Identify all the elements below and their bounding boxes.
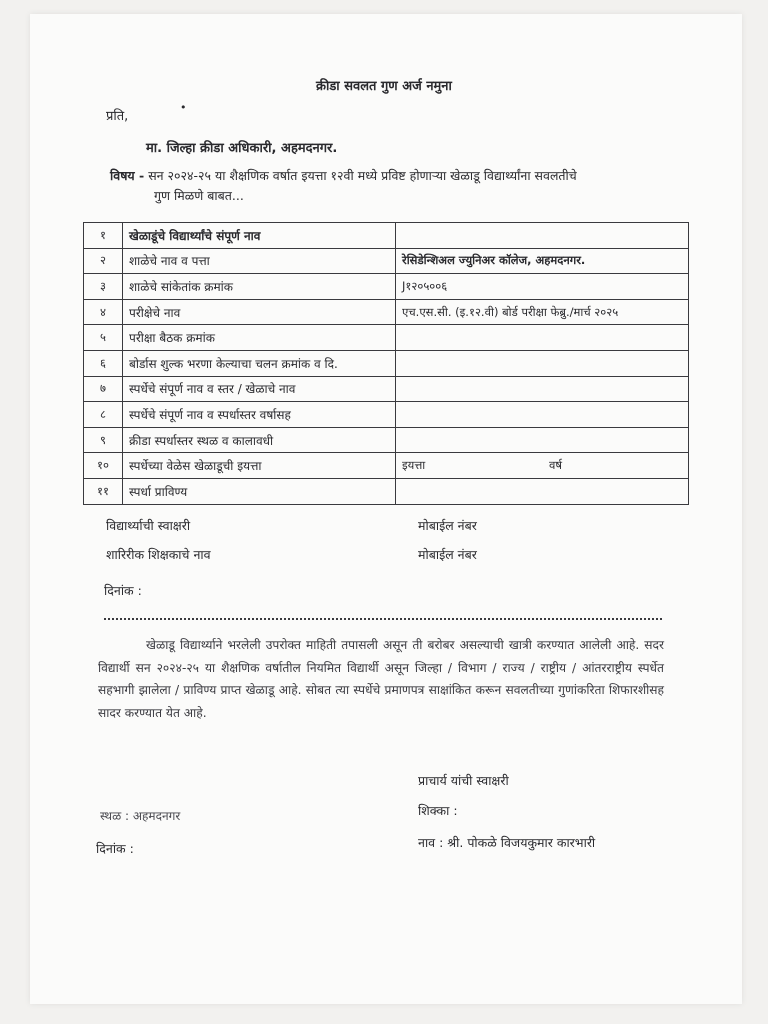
place-label: स्थळ : अहमदनगर — [100, 809, 181, 823]
table-row — [84, 402, 689, 428]
row-number: ३ — [84, 274, 123, 300]
row-value: रेसिडेन्शिअल ज्युनिअर कॉलेज, अहमदनगर. — [396, 248, 689, 274]
row-value — [396, 402, 689, 428]
table-row — [84, 350, 689, 376]
table-row — [84, 274, 689, 300]
row-label: परीक्षा बैठक क्रमांक — [123, 325, 396, 351]
row-value — [396, 325, 689, 351]
certification-paragraph: खेळाडू विद्यार्थ्याने भरलेली उपरोक्त माहिती तपासली असून ती बरोबर असल्याची खात्री करण्यात आलेली आहे. सदर विद्यार्थी सन २०२४-२५ या शैक्षणिक वर्षातील नियमित विद्यार्थी असून जिल्हा / विभाग / राज्य / राष्ट्रीय / आंतरराष्ट्रीय स्पर्धेत सहभागी झालेला / प्राविण्य प्राप्त खेळाडू आहे. सोबत त्या स्पर्धेचे प्रमाणपत्र साक्षांकित करून सवलतीच्या गुणांकरिता शिफारशीसह सादर करण्यात येत आहे. — [98, 638, 664, 720]
form-title: क्रीडा सवलत गुण अर्ज नमुना — [316, 79, 452, 94]
row-label: परीक्षेचे नाव — [123, 299, 396, 325]
row-number: ६ — [84, 350, 123, 376]
row-number: १० — [84, 453, 123, 479]
row-number: ५ — [84, 325, 123, 351]
row-value: एच.एस.सी. (इ.१२.वी) बोर्ड परीक्षा फेब्रु./मार्च २०२५ — [396, 299, 689, 325]
principal-signature-label: प्राचार्य यांची स्वाक्षरी — [418, 773, 509, 788]
row-value — [396, 427, 689, 453]
row-value — [396, 223, 689, 249]
row-number: १ — [84, 223, 123, 249]
row-number: ४ — [84, 299, 123, 325]
subject-line-2: गुण मिळणे बाबत... — [154, 188, 244, 203]
principal-name: नाव : श्री. पोकळे विजयकुमार कारभारी — [418, 835, 596, 850]
table-row — [84, 325, 689, 351]
addressee: मा. जिल्हा क्रीडा अधिकारी, अहमदनगर. — [146, 141, 338, 156]
row-value: J१२०५००६ — [396, 274, 689, 300]
table-row — [84, 427, 689, 453]
row-label: स्पर्धेच्या वेळेस खेळाडूची इयत्ता — [123, 453, 396, 479]
row-label: स्पर्धेचे संपूर्ण नाव व स्तर / खेळाचे नाव — [123, 376, 396, 402]
row-label: स्पर्धेचे संपूर्ण नाव व स्पर्धास्तर वर्षासह — [123, 402, 396, 428]
stamp-label: शिक्का : — [418, 803, 458, 818]
year-label: वर्ष — [548, 458, 562, 473]
subject-label: विषय - — [110, 168, 145, 183]
mobile-number-label: मोबाईल नंबर — [418, 547, 477, 562]
date-label-2: दिनांक : — [96, 841, 134, 856]
subject-line-1: सन २०२४-२५ या शैक्षणिक वर्षात इयत्ता १२वी मध्ये प्रविष्ट होणाऱ्या खेळाडू विद्यार्थ्यांना सवलतीचे — [148, 168, 577, 183]
table-row — [84, 376, 689, 402]
row-value — [396, 478, 689, 504]
row-number: २ — [84, 248, 123, 274]
row-number: ९ — [84, 427, 123, 453]
document-page — [30, 14, 742, 1004]
application-form-table — [83, 222, 689, 505]
row-label: खेळाडूंचे विद्यार्थ्यांचे संपूर्ण नाव — [123, 223, 396, 249]
row-value — [396, 453, 689, 479]
table-row — [84, 299, 689, 325]
row-label: बोर्डास शुल्क भरणा केल्याचा चलन क्रमांक व दि. — [123, 350, 396, 376]
dotted-divider — [104, 618, 662, 620]
subject-block — [110, 166, 685, 206]
row-label: शाळेचे नाव व पत्ता — [123, 248, 396, 274]
row-number: ७ — [84, 376, 123, 402]
row-number: ८ — [84, 402, 123, 428]
row-label: स्पर्धा प्राविण्य — [123, 478, 396, 504]
table-row — [84, 453, 689, 479]
table-row — [84, 223, 689, 249]
salutation: प्रति, — [106, 109, 129, 124]
date-label: दिनांक : — [104, 583, 142, 598]
mobile-number-label: मोबाईल नंबर — [418, 518, 477, 533]
row-label: क्रीडा स्पर्धास्तर स्थळ व कालावधी — [123, 427, 396, 453]
pe-teacher-name-label: शारिरीक शिक्षकाचे नाव — [106, 547, 211, 562]
row-value — [396, 350, 689, 376]
row-number: ११ — [84, 478, 123, 504]
table-row — [84, 478, 689, 504]
row-value — [396, 376, 689, 402]
class-label: इयत्ता — [402, 458, 426, 473]
table-row — [84, 248, 689, 274]
bullet-mark: • — [180, 101, 187, 114]
row-label: शाळेचे सांकेतांक क्रमांक — [123, 274, 396, 300]
student-signature-label: विद्यार्थ्याची स्वाक्षरी — [106, 518, 191, 533]
